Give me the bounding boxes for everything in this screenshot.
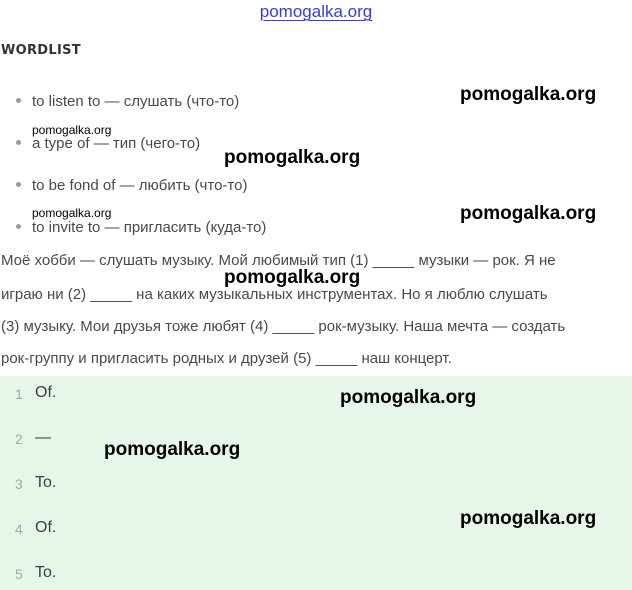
wordlist-item-text: to be fond of — любить (что-то) [32, 177, 248, 194]
watermark-text: pomogalka.org [460, 84, 597, 105]
bullet-icon [16, 182, 21, 187]
wordlist-item [16, 135, 200, 152]
bullet-icon [16, 224, 21, 229]
watermark-text: pomogalka.org [460, 508, 597, 529]
answer-number: 4 [15, 521, 23, 537]
bullet-icon [16, 98, 21, 103]
answer-number: 2 [15, 431, 23, 447]
paragraph-line: рок-группу и пригласить родных и друзей (5) _____ наш концерт. [1, 350, 452, 367]
bullet-icon [16, 140, 21, 145]
answer-number: 1 [15, 386, 23, 402]
answer-number: 5 [15, 566, 23, 582]
watermark-text-small: pomogalka.org [32, 123, 112, 137]
watermark-text: pomogalka.org [104, 439, 241, 460]
answers-panel [0, 376, 632, 590]
site-watermark-link[interactable]: pomogalka.org [259, 2, 373, 21]
answer-value: To. [35, 564, 57, 581]
watermark-text: pomogalka.org [224, 267, 361, 288]
watermark-text: pomogalka.org [224, 147, 361, 168]
wordlist-title: WORDLIST [1, 43, 81, 58]
wordlist-item-text: to listen to — слушать (что-то) [32, 93, 240, 110]
paragraph-line: (3) музыку. Мои друзья тоже любят (4) _____ рок-музыку. Наша мечта — создать [1, 318, 566, 335]
watermark-text: pomogalka.org [340, 387, 477, 408]
answer-value: Of. [35, 519, 57, 536]
paragraph-line: играю ни (2) _____ на каких музыкальных инструментах. Но я люблю слушать [1, 286, 548, 303]
answer-value: — [35, 429, 51, 446]
answer-number: 3 [15, 476, 23, 492]
watermark-text-small: pomogalka.org [32, 206, 112, 220]
wordlist-item-text: to invite to — пригласить (куда-то) [32, 219, 267, 236]
watermark-text: pomogalka.org [460, 203, 597, 224]
wordlist-item-text: a type of — тип (чего-то) [32, 135, 201, 152]
answer-value: To. [35, 474, 57, 491]
wordlist-item [16, 93, 239, 110]
paragraph-line: Моё хобби — слушать музыку. Мой любимый тип (1) _____ музыки — рок. Я не [1, 252, 556, 269]
answer-value: Of. [35, 384, 57, 401]
wordlist-item [16, 177, 247, 194]
wordlist-item [16, 219, 266, 236]
